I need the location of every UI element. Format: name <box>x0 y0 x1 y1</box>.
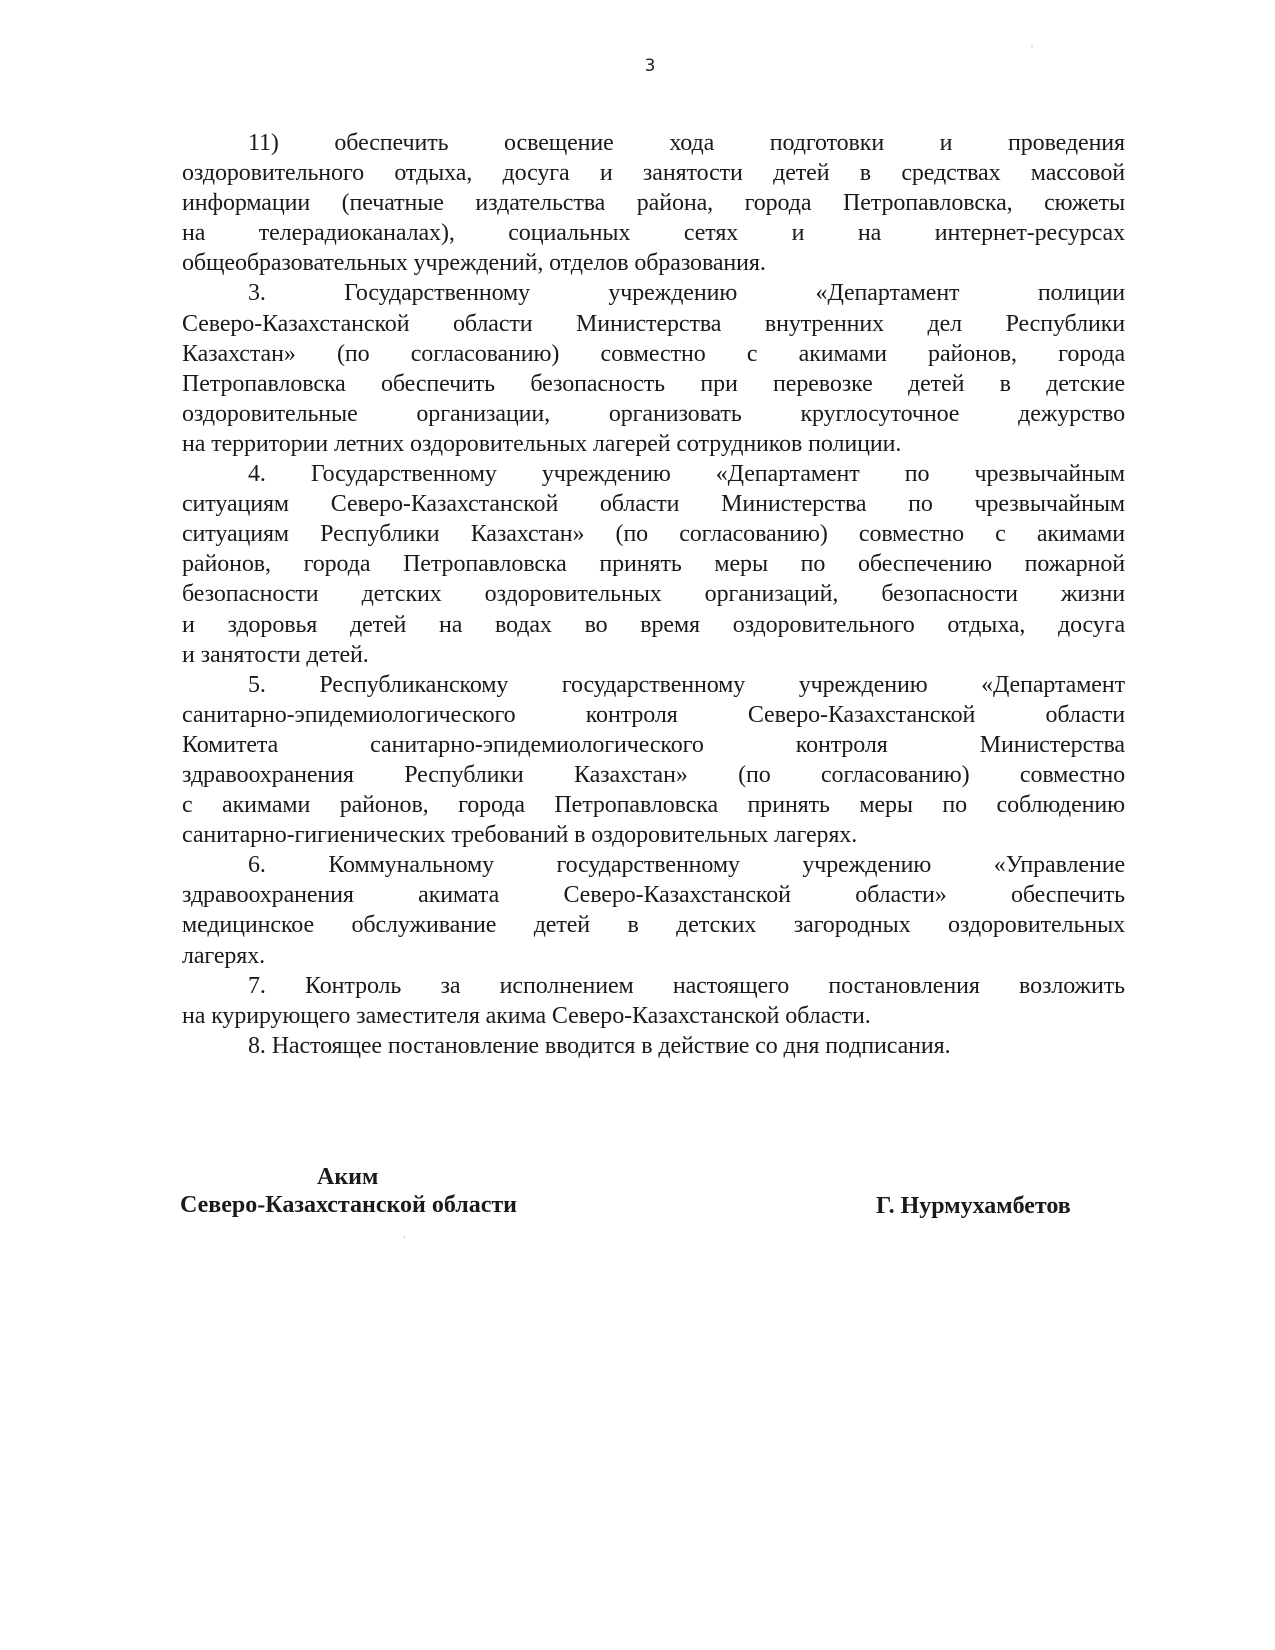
text-line: здравоохранения Республики Казахстан» (по согласованию) совместно <box>182 761 1125 788</box>
text-line: 11) обеспечить освещение хода подготовки и проведения <box>248 130 1125 156</box>
text-line: безопасности детских оздоровительных организаций, безопасности жизни <box>182 581 1125 608</box>
text-line: Комитета санитарно-эпидемиологического контроля Министерства <box>182 731 1125 758</box>
text-line: и занятости детей. <box>182 641 369 668</box>
text-line: здравоохранения акимата Северо-Казахстанской области» обеспечить <box>182 882 1125 909</box>
paragraph-item-7 <box>182 971 1125 1031</box>
text-line: оздоровительные организации, организовать круглосуточное дежурство <box>182 400 1125 427</box>
text-line: 7. Контроль за исполнением настоящего постановления возложить <box>248 972 1125 999</box>
text-line: на территории летних оздоровительных лагерей сотрудников полиции. <box>182 430 902 457</box>
text-line: Северо-Казахстанской области Министерства внутренних дел Республики <box>182 310 1125 337</box>
signatory-position-region: Северо-Казахстанской области <box>180 1192 517 1218</box>
paragraph-item-5 <box>182 670 1125 851</box>
text-line: лагерях. <box>182 942 266 969</box>
paragraph-item-6 <box>182 850 1125 970</box>
text-line: информации (печатные издательства района, города Петропавловска, сюжеты <box>182 190 1125 217</box>
text-line: оздоровительного отдыха, досуга и занятости детей в средствах массовой <box>182 160 1125 187</box>
paragraph-item-8 <box>182 1031 1125 1061</box>
text-line: районов, города Петропавловска принять меры по обеспечению пожарной <box>182 551 1125 578</box>
signatory-position-title: Аким <box>317 1164 379 1190</box>
page-number: 3 <box>644 56 656 76</box>
text-line: 5. Республиканскому государственному учреждению «Департамент <box>248 671 1125 698</box>
text-line: ситуациям Республики Казахстан» (по согласованию) совместно с акимами <box>182 521 1125 548</box>
paragraph-item-11 <box>182 128 1125 278</box>
signatory-name: Г. Нурмухамбетов <box>876 1193 1071 1219</box>
text-line: и здоровья детей на водах во время оздоровительного отдыха, досуга <box>182 611 1125 638</box>
scan-speck <box>1031 46 1033 47</box>
text-line: на курирующего заместителя акима Северо-Казахстанской области. <box>182 1002 871 1029</box>
document-body <box>182 128 1125 1061</box>
text-line: 4. Государственному учреждению «Департамент по чрезвычайным <box>248 461 1125 488</box>
paragraph-item-3 <box>182 278 1125 459</box>
text-line: медицинское обслуживание детей в детских загородных оздоровительных <box>182 912 1125 939</box>
text-line: Петропавловска обеспечить безопасность при перевозке детей в детские <box>182 370 1125 397</box>
text-line: ситуациям Северо-Казахстанской области Министерства по чрезвычайным <box>182 491 1125 518</box>
text-line: общеобразовательных учреждений, отделов образования. <box>182 250 766 277</box>
text-line: 6. Коммунальному государственному учреждению «Управление <box>248 852 1125 879</box>
text-line: Казахстан» (по согласованию) совместно с акимами районов, города <box>182 340 1125 367</box>
text-line: на телерадиоканалах), социальных сетях и на интернет-ресурсах <box>182 220 1125 247</box>
text-line: с акимами районов, города Петропавловска принять меры по соблюдению <box>182 792 1125 819</box>
text-line: 3. Государственному учреждению «Департамент полиции <box>248 280 1125 307</box>
text-line: 8. Настоящее постановление вводится в действие со дня подписания. <box>248 1032 951 1059</box>
scan-speck <box>404 1236 405 1238</box>
text-line: санитарно-эпидемиологического контроля Северо-Казахстанской области <box>182 701 1125 728</box>
paragraph-item-4 <box>182 459 1125 670</box>
text-line: санитарно-гигиенических требований в оздоровительных лагерях. <box>182 822 858 849</box>
